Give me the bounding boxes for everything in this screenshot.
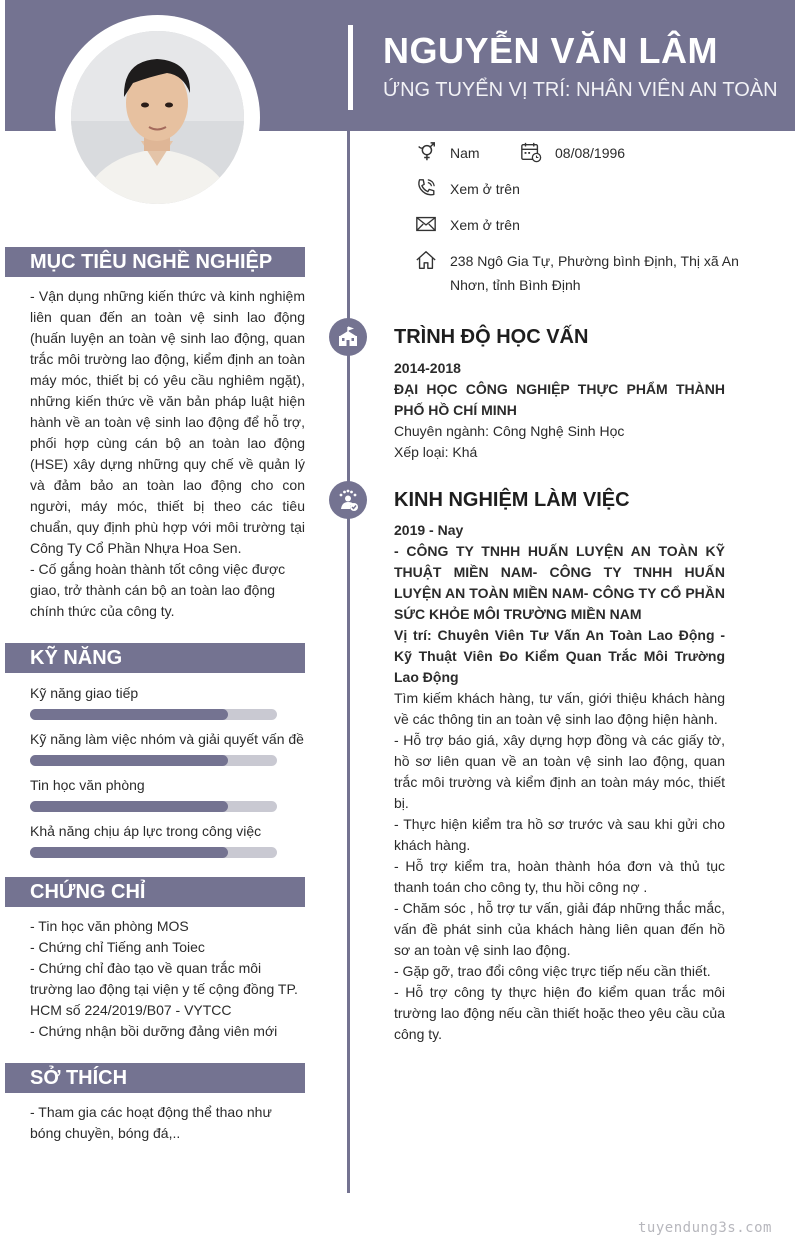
experience-marker — [329, 481, 367, 519]
watermark: tuyendung3s.com — [638, 1220, 772, 1236]
skill-bar — [30, 847, 277, 858]
experience-duty: - Thực hiện kiểm tra hồ sơ trước và sau khi gửi cho khách hàng. — [394, 816, 725, 853]
birthday-value: 08/08/1996 — [555, 145, 626, 161]
phone-icon — [415, 177, 437, 199]
gender-icon — [415, 141, 437, 163]
email-value: Xem ở trên — [450, 217, 520, 233]
career-goal-paragraph: - Vận dụng những kiến thức và kinh nghiệm liên quan đến an toàn vệ sinh lao động (huấn luyện an toàn vệ sinh lao động, quan trắc môi trường lao động, kiểm định an toàn máy móc, thiết bị có yêu cầu nghiêm ngặt), những kiến thức về văn bản pháp luật hiện hành về an toàn vệ sinh lao động để hỗ trợ, phối hợp cùng cán bộ an toàn lao động (HSE) xây dựng những quy chế về quản lý và đảm bảo an toàn lao động cho con người, máy móc, thiết bị theo các tiêu chuẩn, quy định phù hợp với môi trường tại Công Ty Cổ Phần Nhựa Hoa Sen. — [30, 288, 305, 556]
experience-duty: - Chăm sóc , hỗ trợ tư vấn, giải đáp những thắc mắc, vấn đề phát sinh của khách hàng liên quan đến hồ sơ an toàn vệ sinh lao động. — [394, 900, 725, 958]
phone-row — [415, 177, 520, 201]
school-icon — [337, 326, 359, 348]
applied-position: ỨNG TUYỂN VỊ TRÍ: NHÂN VIÊN AN TOÀN — [383, 79, 778, 101]
candidate-name: NGUYỄN VĂN LÂM — [383, 30, 719, 71]
hobbies-heading: SỞ THÍCH — [5, 1063, 305, 1093]
certificates-list — [30, 916, 305, 1042]
skill-label: Kỹ năng giao tiếp — [30, 685, 139, 701]
education-major: Chuyên ngành: Công Nghệ Sinh Học — [394, 423, 625, 439]
certificate-item: - Chứng nhận bồi dưỡng đảng viên mới — [30, 1023, 278, 1039]
experience-duty: - Hỗ trợ báo giá, xây dựng hợp đồng và các giấy tờ, hồ sơ liên quan về an toàn vệ sinh lao động, quan trắc môi trường và kiểm định an toàn máy móc, thiết bị. — [394, 732, 725, 811]
experience-icon — [337, 489, 359, 511]
education-heading: TRÌNH ĐỘ HỌC VẤN — [394, 326, 589, 348]
certificate-item: - Tin học văn phòng MOS — [30, 918, 189, 934]
skill-bar — [30, 801, 277, 812]
skill-item — [30, 729, 304, 766]
birthday-row — [520, 141, 625, 165]
hobbies-text — [30, 1102, 305, 1144]
career-goal-text — [30, 286, 305, 622]
skill-bar-fill — [30, 709, 228, 720]
education-years: 2014-2018 — [394, 360, 461, 376]
education-marker — [329, 318, 367, 356]
experience-duty: - Hỗ trợ kiểm tra, hoàn thành hóa đơn và thủ tục thanh toán cho công ty, thu hồi công nợ . — [394, 858, 725, 895]
address-line-1: 238 Ngô Gia Tự, Phường bình Định, Thị xã An — [450, 253, 739, 269]
phone-value: Xem ở trên — [450, 181, 520, 197]
avatar-photo — [71, 31, 244, 204]
experience-role: Vị trí: Chuyên Viên Tư Vấn An Toàn Lao Động - Kỹ Thuật Viên Đo Kiểm Quan Trắc Môi Trường Lao Động — [394, 627, 725, 685]
skill-bar-fill — [30, 755, 228, 766]
calendar-icon — [520, 141, 542, 163]
skill-bar — [30, 755, 277, 766]
skill-label: Tin học văn phòng — [30, 777, 145, 793]
skills-heading: KỸ NĂNG — [5, 643, 305, 673]
experience-block — [394, 520, 725, 1045]
timeline-line — [347, 131, 350, 1193]
name-divider — [348, 25, 353, 110]
career-goal-paragraph: - Cố gắng hoàn thành tốt công việc được giao, trở thành cán bộ an toàn lao động chính thức của công ty. — [30, 561, 286, 619]
experience-duty: Tìm kiếm khách hàng, tư vấn, giới thiệu khách hàng về các thông tin an toàn vệ sinh lao động hiện hành. — [394, 690, 725, 727]
certificate-item: - Chứng chỉ đào tạo về quan trắc môi trường lao động tại viện y tế cộng đồng TP. HCM số 224/2019/B07 - VYTCC — [30, 960, 298, 1018]
experience-duty: - Hỗ trợ công ty thực hiện đo kiểm quan trắc môi trường lao động nếu cần thiết hoặc theo yêu cầu của công ty. — [394, 984, 725, 1042]
email-icon — [415, 213, 437, 235]
address-row — [415, 249, 739, 297]
hobby-item: - Tham gia các hoạt động thể thao như bóng chuyền, bóng đá,.. — [30, 1104, 272, 1141]
gender-row — [415, 141, 480, 165]
avatar — [71, 31, 244, 204]
education-school: ĐẠI HỌC CÔNG NGHIỆP THỰC PHẨM THÀNH PHỐ HỒ CHÍ MINH — [394, 381, 725, 418]
experience-company: - CÔNG TY TNHH HUẤN LUYỆN AN TOÀN KỸ THUẬT MIỀN NAM- CÔNG TY TNHH HUẤN LUYỆN AN TOÀN MIỀN NAM- CÔNG TY CỔ PHẦN SỨC KHỎE MÔI TRƯỜNG MIỀN NAM — [394, 543, 725, 622]
education-block — [394, 358, 725, 463]
experience-heading: KINH NGHIỆM LÀM VIỆC — [394, 489, 630, 511]
email-row — [415, 213, 520, 237]
skill-bar — [30, 709, 277, 720]
address-line-2: Nhơn, tỉnh Bình Định — [450, 277, 581, 293]
skill-bar-fill — [30, 847, 228, 858]
skill-item — [30, 775, 290, 812]
experience-period: 2019 - Nay — [394, 522, 464, 538]
skill-label: Khả năng chịu áp lực trong công việc — [30, 823, 262, 839]
address-value — [450, 249, 739, 297]
skill-item — [30, 683, 290, 720]
education-grade: Xếp loại: Khá — [394, 444, 478, 460]
gender-value: Nam — [450, 145, 480, 161]
certificates-heading: CHỨNG CHỈ — [5, 877, 305, 907]
certificate-item: - Chứng chỉ Tiếng anh Toiec — [30, 939, 205, 955]
skill-bar-fill — [30, 801, 228, 812]
skill-item — [30, 821, 290, 858]
experience-duty: - Gặp gỡ, trao đổi công việc trực tiếp nếu cần thiết. — [394, 963, 711, 979]
home-icon — [415, 249, 437, 271]
skill-label: Kỹ năng làm việc nhóm và giải quyết vấn đề — [30, 731, 304, 747]
career-goal-heading: MỤC TIÊU NGHỀ NGHIỆP — [5, 247, 305, 277]
